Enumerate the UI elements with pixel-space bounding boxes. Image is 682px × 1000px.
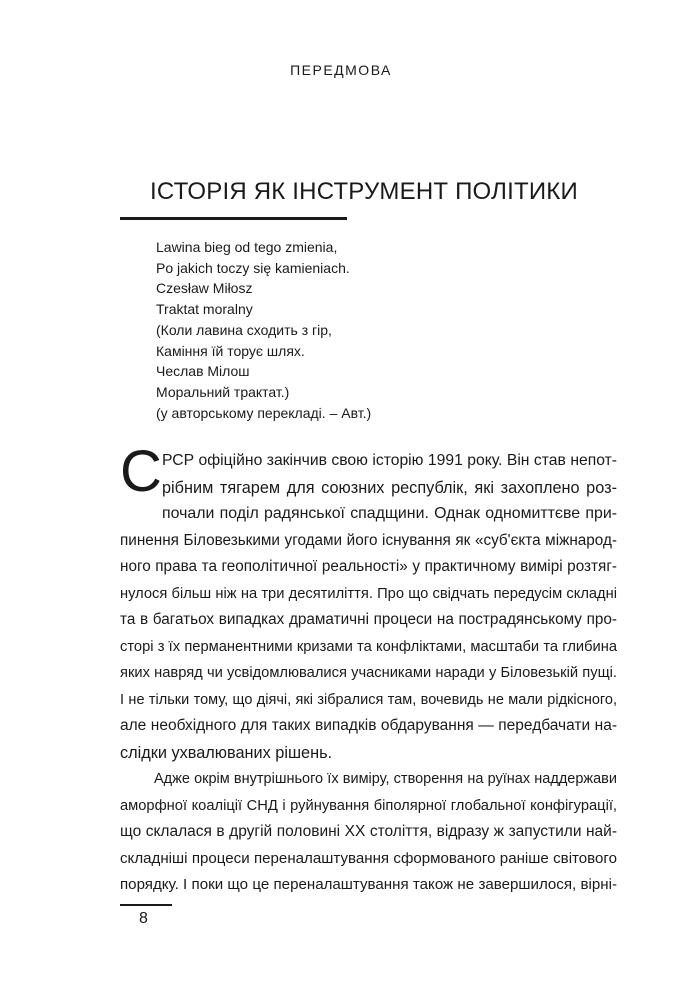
- body-line: пинення Біловезькими угодами його існування як «суб'єкта міжнарод-: [120, 531, 617, 549]
- page-number-rule: [120, 904, 172, 906]
- epigraph-line: Po jakich toczy się kamieniach.: [156, 259, 350, 276]
- body-text: [120, 448, 617, 899]
- page-number: 8: [139, 910, 148, 927]
- running-head: ПЕРЕДМОВА: [290, 62, 392, 78]
- body-line: І не тільки тому, що діячі, які зібралися там, вочевидь не мали рідкісного,: [120, 691, 617, 708]
- epigraph-line: Каміння їй торує шлях.: [156, 342, 305, 359]
- body-line: нулося більш ніж на три десятиліття. Про що свідчать передусім складні: [120, 585, 617, 602]
- epigraph-author: Czesław Miłosz: [156, 280, 253, 297]
- body-line: слідки ухвалюваних рішень.: [120, 743, 333, 762]
- body-line: та в багатьох випадках драматичні процеси на пострадянському про-: [120, 611, 617, 628]
- body-line: РСР офіційно закінчив свою історію 1991 року. Він став непот-: [162, 452, 617, 469]
- body-line: що склалася в другій половині ХХ століття, відразу ж запустили най-: [120, 823, 617, 840]
- epigraph-author: Чеслав Мілош: [156, 363, 250, 380]
- body-line: аморфної коаліції СНД і руйнування біполярної глобальної конфігурації,: [120, 797, 617, 814]
- epigraph-line: Lawina bieg od tego zmienia,: [156, 239, 338, 255]
- body-line: ного права та геополітичної реальності» у практичному вимірі розтяг-: [120, 558, 617, 575]
- body-line: складніші процеси переналаштування сформованого раніше світового: [120, 849, 617, 867]
- epigraph: [156, 237, 576, 423]
- epigraph-line: (Коли лавина сходить з гір,: [156, 321, 332, 338]
- epigraph-note: (у авторському перекладі. – Авт.): [156, 404, 372, 421]
- body-line: порядку. І поки що це переналаштування також не завершилося, вірні-: [120, 876, 617, 893]
- body-line: сторі з їх перманентними кризами та конфліктами, масштаби та глибина: [120, 638, 617, 655]
- drop-cap: С: [120, 439, 162, 504]
- chapter-title: ІСТОРІЯ ЯК ІНСТРУМЕНТ ПОЛІТИКИ: [150, 178, 578, 205]
- body-line: почали поділ радянської спадщини. Однак одномиттєве при-: [162, 505, 617, 522]
- body-line: Адже окрім внутрішнього їх виміру, створення на руїнах наддержави: [154, 771, 617, 787]
- body-line: рібним тягарем для союзних республік, які захоплено роз-: [162, 478, 617, 497]
- body-line: яких навряд чи усвідомлювалися учасниками наради у Біловезькій пущі.: [120, 665, 617, 681]
- body-line: але необхідного для таких випадків обдарування — передбачати на-: [120, 717, 617, 734]
- epigraph-source: Моральний трактат.): [156, 383, 290, 400]
- epigraph-source: Traktat moralny: [156, 301, 253, 318]
- title-underline: [120, 217, 347, 220]
